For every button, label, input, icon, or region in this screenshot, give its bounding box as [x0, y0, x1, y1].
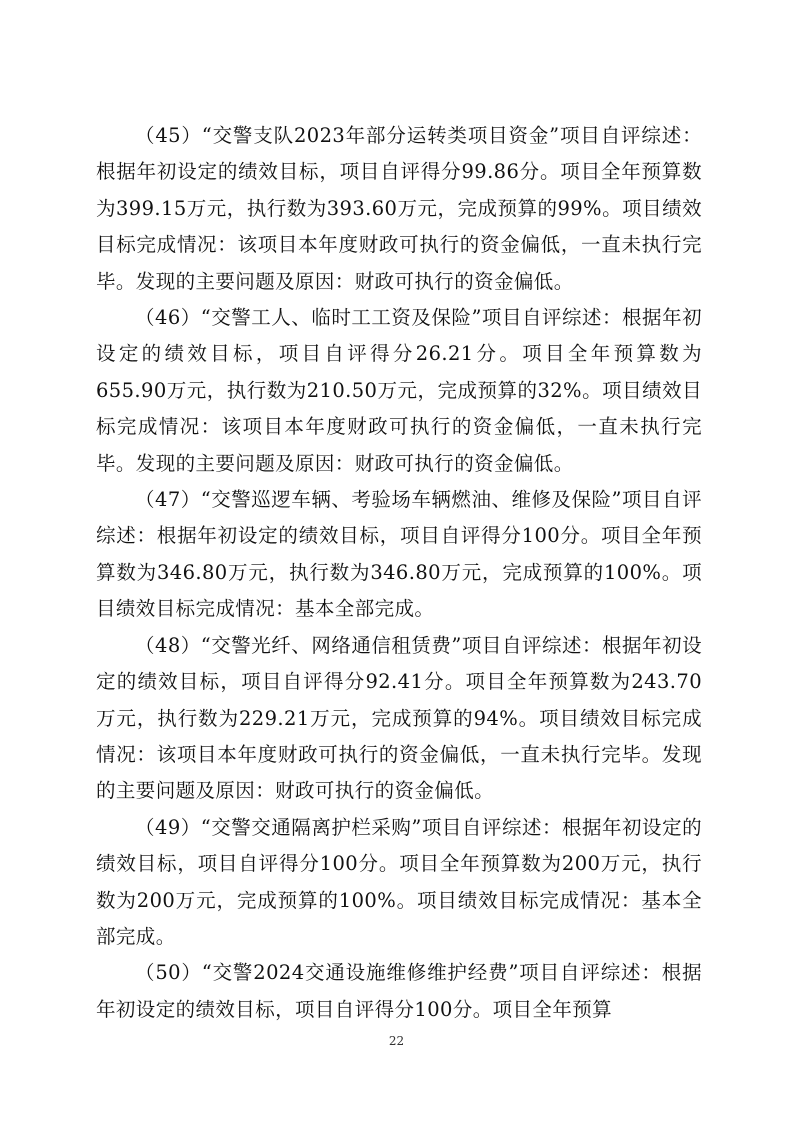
paragraph-item-46: （46）“交警工人、临时工工资及保险”项目自评综述：根据年初设定的绩效目标，项目自评得分26.21分。项目全年预算数为655.90万元，执行数为210.50万元，完成预算的32%。项目绩效目标完成情况：该项目本年度财政可执行的资金偏低，一直未执行完毕。发现的主要问题及原因：财政可执行的资金偏低。 [96, 306, 702, 475]
page-number: 22 [388, 1034, 405, 1048]
paragraph-item-45: （45）“交警支队2023年部分运转类项目资金”项目自评综述：根据年初设定的绩效目标，项目自评得分99.86分。项目全年预算数为399.15万元，执行数为393.60万元，完成预算的99%。项目绩效目标完成情况：该项目本年度财政可执行的资金偏低，一直未执行完毕。发现的主要问题及原因：财政可执行的资金偏低。 [96, 124, 702, 293]
paragraph-item-47: （47）“交警巡逻车辆、考验场车辆燃油、维修及保险”项目自评综述：根据年初设定的绩效目标，项目自评得分100分。项目全年预算数为346.80万元，执行数为346.80万元，完成预算的100%。项目绩效目标完成情况：基本全部完成。 [96, 488, 702, 621]
document-body [96, 118, 702, 1028]
paragraph-item-48: （48）“交警光纤、网络通信租赁费”项目自评综述：根据年初设定的绩效目标，项目自评得分92.41分。项目全年预算数为243.70万元，执行数为229.21万元，完成预算的94%。项目绩效目标完成情况：该项目本年度财政可执行的资金偏低，一直未执行完毕。发现的主要问题及原因：财政可执行的资金偏低。 [96, 633, 702, 803]
paragraph-item-50: （50）“交警2024交通设施维修维护经费”项目自评综述：根据年初设定的绩效目标，项目自评得分100分。项目全年预算 [96, 961, 702, 1021]
paragraph-item-49: （49）“交警交通隔离护栏采购”项目自评综述：根据年初设定的绩效目标，项目自评得分100分。项目全年预算数为200万元，执行数为200万元，完成预算的100%。项目绩效目标完成情况：基本全部完成。 [96, 815, 702, 948]
